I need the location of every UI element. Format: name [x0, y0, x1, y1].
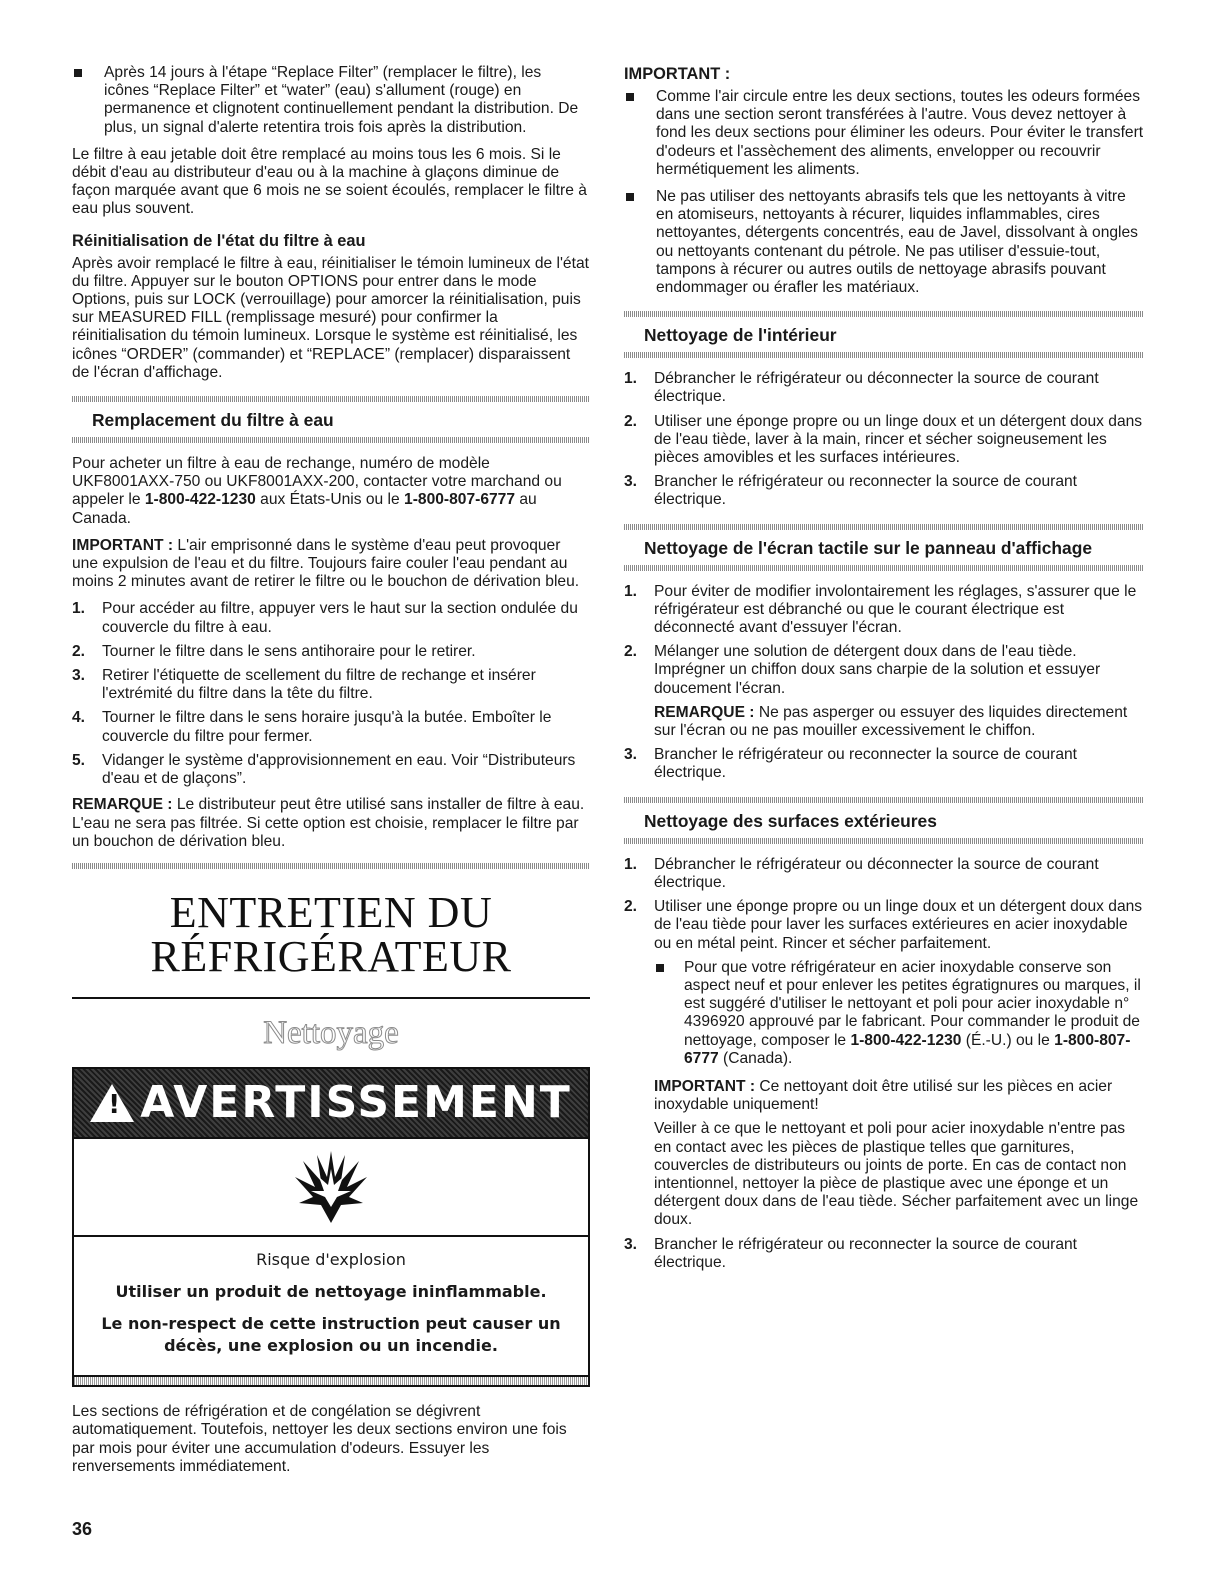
warning-header	[74, 1069, 588, 1137]
section-header-touchscreen	[624, 524, 1144, 571]
text-purchase-a: Pour acheter un filtre à eau de rechange, numéro de modèle UKF8001AXX-750 ou UKF8001AXX-200, contacter votre marchand ou appeler le	[72, 455, 562, 509]
warning-exclamation: !	[108, 1089, 123, 1120]
warning-consequence: Le non-respect de cette instruction peut causer un décès, une explosion ou un incendie.	[101, 1314, 561, 1356]
phone-us: 1-800-422-1230	[144, 491, 256, 509]
step-number: 5.	[72, 751, 86, 769]
list-item	[624, 1236, 1144, 1272]
step-number: 2.	[72, 642, 86, 660]
important-label: IMPORTANT :	[654, 1077, 756, 1095]
list-item	[624, 856, 1144, 892]
section-header-filter	[72, 396, 590, 443]
interior-steps-list	[624, 370, 1144, 509]
section-rule	[624, 565, 1144, 571]
step-number: 2.	[624, 898, 638, 916]
section-title-filter: Remplacement du filtre à eau	[92, 410, 334, 431]
warning-hazard: Risque d'explosion	[256, 1249, 406, 1269]
step-text: Tourner le filtre dans le sens horaire jusqu'à la butée. Emboîter le couvercle du filtre pour fermer.	[102, 709, 552, 745]
bullet-stainless-steel	[654, 959, 1144, 1068]
warning-box	[72, 1067, 590, 1387]
steel-text-c: (Canada).	[718, 1049, 793, 1067]
important-text: L'air emprisonné dans le système d'eau peut provoquer une expulsion de l'eau et du filtre. Toujours faire couler l'eau pendant au moins 2 minutes avant de retirer le filtre ou le bouchon de dérivation bleu.	[72, 536, 580, 591]
step-number: 2.	[624, 412, 638, 430]
exterior-steps-list	[624, 856, 1144, 1272]
list-item	[624, 370, 1144, 406]
steel-note: Veiller à ce que le nettoyant et poli pour acier inoxydable n'entre pas en contact avec les pièces de plastique telles que garnitures, couvercles de distributeurs ou joints de porte. En cas de contact non intentionnel, nettoyer la pièce de plastique avec une éponge et un détergent doux dans de l'eau tiède. Sécher parfaitement avec un linge doux.	[654, 1120, 1139, 1229]
bullet-abrasives: Ne pas utiliser des nettoyants abrasifs tels que les nettoyants à vitre en atomiseurs, nettoyants à récurer, liquides inflammables, cires nettoyantes, détergents concentrés, eau de Javel, dissolvant à ongles ou nettoyants contenant du pétrole. Ne pas utiliser d'essuie-tout, tampons à récurer ou autres outils de nettoyage abrasifs pouvant endommager ou érafler les matériaux.	[624, 188, 1144, 297]
step-number: 2.	[624, 643, 638, 661]
step-number: 4.	[72, 709, 86, 727]
step-text: Utiliser une éponge propre ou un linge doux et un détergent doux dans de l'eau tiède pour laver les surfaces extérieures en acier inoxydable ou en métal peint. Rincer et sécher parfaitement.	[654, 898, 1143, 952]
step-number: 3.	[624, 1235, 638, 1253]
touch-remarque	[654, 704, 1144, 740]
warning-footer	[74, 1375, 588, 1385]
section-title-exterior: Nettoyage des surfaces extérieures	[644, 810, 937, 831]
step-text: Brancher le réfrigérateur ou reconnecter la source de courant électrique.	[654, 473, 1077, 509]
remarque-text: Le distributeur peut être utilisé sans installer de filtre à eau. L'eau ne sera pas filtrée. Si cette option est choisie, remplacer le filtre par un bouchon de dérivation bleu.	[72, 796, 585, 850]
remarque-label: REMARQUE :	[72, 796, 173, 814]
warning-title: AVERTISSEMENT	[140, 1076, 572, 1128]
list-item	[624, 583, 1144, 638]
para-reset-filter: Après avoir remplacé le filtre à eau, réinitialiser le témoin lumineux de l'état du filtre. Appuyer sur le bouton OPTIONS pour entrer dans le mode Options, puis sur LOCK (verrouillage) pour amorcer la réinitialisation, puis sur MEASURED FILL (remplissage mesuré) pour confirmer la réinitialisation du témoin lumineux. Lorsque le système est réinitialisé, les icônes “ORDER” (commander) et “REPLACE” (remplacer) disparaissent de l'écran d'affichage.	[72, 254, 589, 381]
chapter-title-line1: ENTRETIEN DU	[169, 887, 493, 937]
para-defrost: Les sections de réfrigération et de congélation se dégivrent automatiquement. Toutefois, nettoyer les deux sections environ une fois par mois pour éviter une accumulation d'odeurs. Essuyer les renversements immédiatement.	[72, 1403, 567, 1475]
step-number: 3.	[624, 746, 638, 764]
steel-text-b: (É.-U.) ou le	[961, 1031, 1055, 1049]
list-item	[72, 709, 590, 745]
list-item	[72, 643, 590, 661]
step-number: 1.	[624, 855, 638, 873]
important-label: IMPORTANT :	[72, 536, 174, 554]
para-important-air	[72, 537, 590, 592]
step-text: Brancher le réfrigérateur ou reconnecter la source de courant électrique.	[654, 1235, 1077, 1271]
text-purchase-c: au Canada.	[72, 491, 537, 527]
phone-us: 1-800-422-1230	[850, 1031, 962, 1049]
list-item	[624, 746, 1144, 782]
list-item	[624, 898, 1144, 1229]
section-title-touchscreen: Nettoyage de l'écran tactile sur le panneau d'affichage	[644, 537, 1093, 558]
list-item	[624, 643, 1144, 740]
chapter-divider	[72, 997, 590, 999]
bullet-replace-filter: Après 14 jours à l'étape “Replace Filter” (remplacer le filtre), les icônes “Replace Filter” et “water” (eau) s'allument (rouge) en permanence et clignotent continuellement pendant la distribution. De plus, un signal d'alerte retentira trois fois après la distribution.	[72, 64, 590, 137]
warning-icon-area	[74, 1137, 588, 1237]
left-column	[72, 64, 590, 1485]
list-item	[72, 752, 590, 788]
warning-body	[74, 1237, 588, 1375]
step-number: 1.	[624, 370, 638, 388]
touchscreen-steps-list	[624, 583, 1144, 783]
para-remarque-bypass	[72, 796, 590, 851]
page-number: 36	[72, 1519, 93, 1539]
step-number: 3.	[624, 473, 638, 491]
step-text: Débrancher le réfrigérateur ou déconnecter la source de courant électrique.	[654, 370, 1099, 406]
step-text: Mélanger une solution de détergent doux dans de l'eau tiède. Imprégner un chiffon doux sans charpie de la solution et essuyer doucement l'écran.	[654, 643, 1101, 697]
step-text: Tourner le filtre dans le sens antihoraire pour le retirer.	[102, 642, 476, 660]
filter-steps-list	[72, 600, 590, 788]
section-rule	[624, 838, 1144, 844]
phone-canada: 1-800-807-6777	[404, 491, 516, 509]
step-text: Retirer l'étiquette de scellement du filtre de rechange et insérer l'extrémité du filtre dans la tête du filtre.	[102, 667, 536, 703]
section-rule	[72, 863, 590, 869]
step-text: Pour éviter de modifier involontairement les réglages, s'assurer que le réfrigérateur est débranché ou que le courant électrique est déconnecté avant d'essuyer l'écran.	[654, 582, 1137, 637]
step-text: Vidanger le système d'approvisionnement en eau. Voir “Distributeurs d'eau et de glaçons”.	[102, 751, 576, 788]
warning-instruction: Utiliser un produit de nettoyage ininflammable.	[115, 1282, 547, 1302]
step-number: 1.	[624, 582, 638, 600]
remarque-label: REMARQUE :	[654, 703, 755, 721]
explosion-icon	[291, 1147, 371, 1227]
warning-triangle-icon	[90, 1084, 134, 1122]
step-text: Utiliser une éponge propre ou un linge doux et un détergent doux dans de l'eau tiède, laver à la main, rincer et sécher soigneusement les pièces amovibles et les surfaces intérieures.	[654, 412, 1143, 467]
section-rule	[72, 437, 590, 443]
heading-reset-filter: Réinitialisation de l'état du filtre à eau	[72, 231, 366, 250]
chapter-title	[72, 887, 590, 981]
step-text: Débrancher le réfrigérateur ou déconnecter la source de courant électrique.	[654, 855, 1099, 891]
section-title-interior: Nettoyage de l'intérieur	[644, 325, 837, 346]
section-header-interior	[624, 311, 1144, 358]
text-purchase-b: aux États-Unis ou le	[255, 491, 405, 509]
bullet-odors: Comme l'air circule entre les deux sections, toutes les odeurs formées dans une section seront transférées à l'autre. Vous devez nettoyer à fond les deux sections pour éliminer les odeurs. Pour éviter le transfert d'odeurs et l'assèchement des aliments, envelopper ou recouvrir hermétiquement les aliments.	[624, 88, 1144, 179]
steel-important	[654, 1078, 1144, 1114]
step-number: 3.	[72, 667, 86, 685]
list-item	[72, 667, 590, 703]
list-item	[624, 413, 1144, 468]
list-item	[72, 600, 590, 636]
phone-canada: 1-800-807-6777	[684, 1031, 1131, 1067]
remarque-text: Ne pas asperger ou essuyer des liquides directement sur l'écran ou ne pas mouiller excessivement le chiffon.	[654, 703, 1128, 740]
chapter-title-line2: RÉFRIGÉRATEUR	[150, 931, 512, 981]
right-column	[624, 64, 1144, 1280]
list-item	[624, 473, 1144, 509]
subtitle-cleaning: Nettoyage	[263, 1014, 399, 1051]
heading-important: IMPORTANT :	[624, 65, 731, 83]
steel-text-a: Pour que votre réfrigérateur en acier inoxydable conserve son aspect neuf et pour enlever les petites égratignures ou marques, il est suggéré d'utiliser le nettoyant et poli pour acier inoxydable n° 4396920 approuvé par le fabricant. Pour commander le produit de nettoyage, composer le	[684, 958, 1141, 1049]
step-text: Brancher le réfrigérateur ou reconnecter la source de courant électrique.	[654, 746, 1077, 782]
section-rule	[624, 352, 1144, 358]
para-replace-interval: Le filtre à eau jetable doit être remplacé au moins tous les 6 mois. Si le débit d'eau au distributeur d'eau ou à la machine à glaçons diminue de façon marquée avant que 6 mois ne se soient écoulés, remplacer le filtre à eau plus souvent.	[72, 145, 587, 218]
section-header-exterior	[624, 797, 1144, 844]
step-number: 1.	[72, 600, 86, 618]
important-text: Ce nettoyant doit être utilisé sur les pièces en acier inoxydable uniquement!	[654, 1077, 1113, 1114]
step-text: Pour accéder au filtre, appuyer vers le haut sur la section ondulée du couvercle du filtre à eau.	[102, 600, 578, 636]
para-purchase	[72, 455, 590, 528]
